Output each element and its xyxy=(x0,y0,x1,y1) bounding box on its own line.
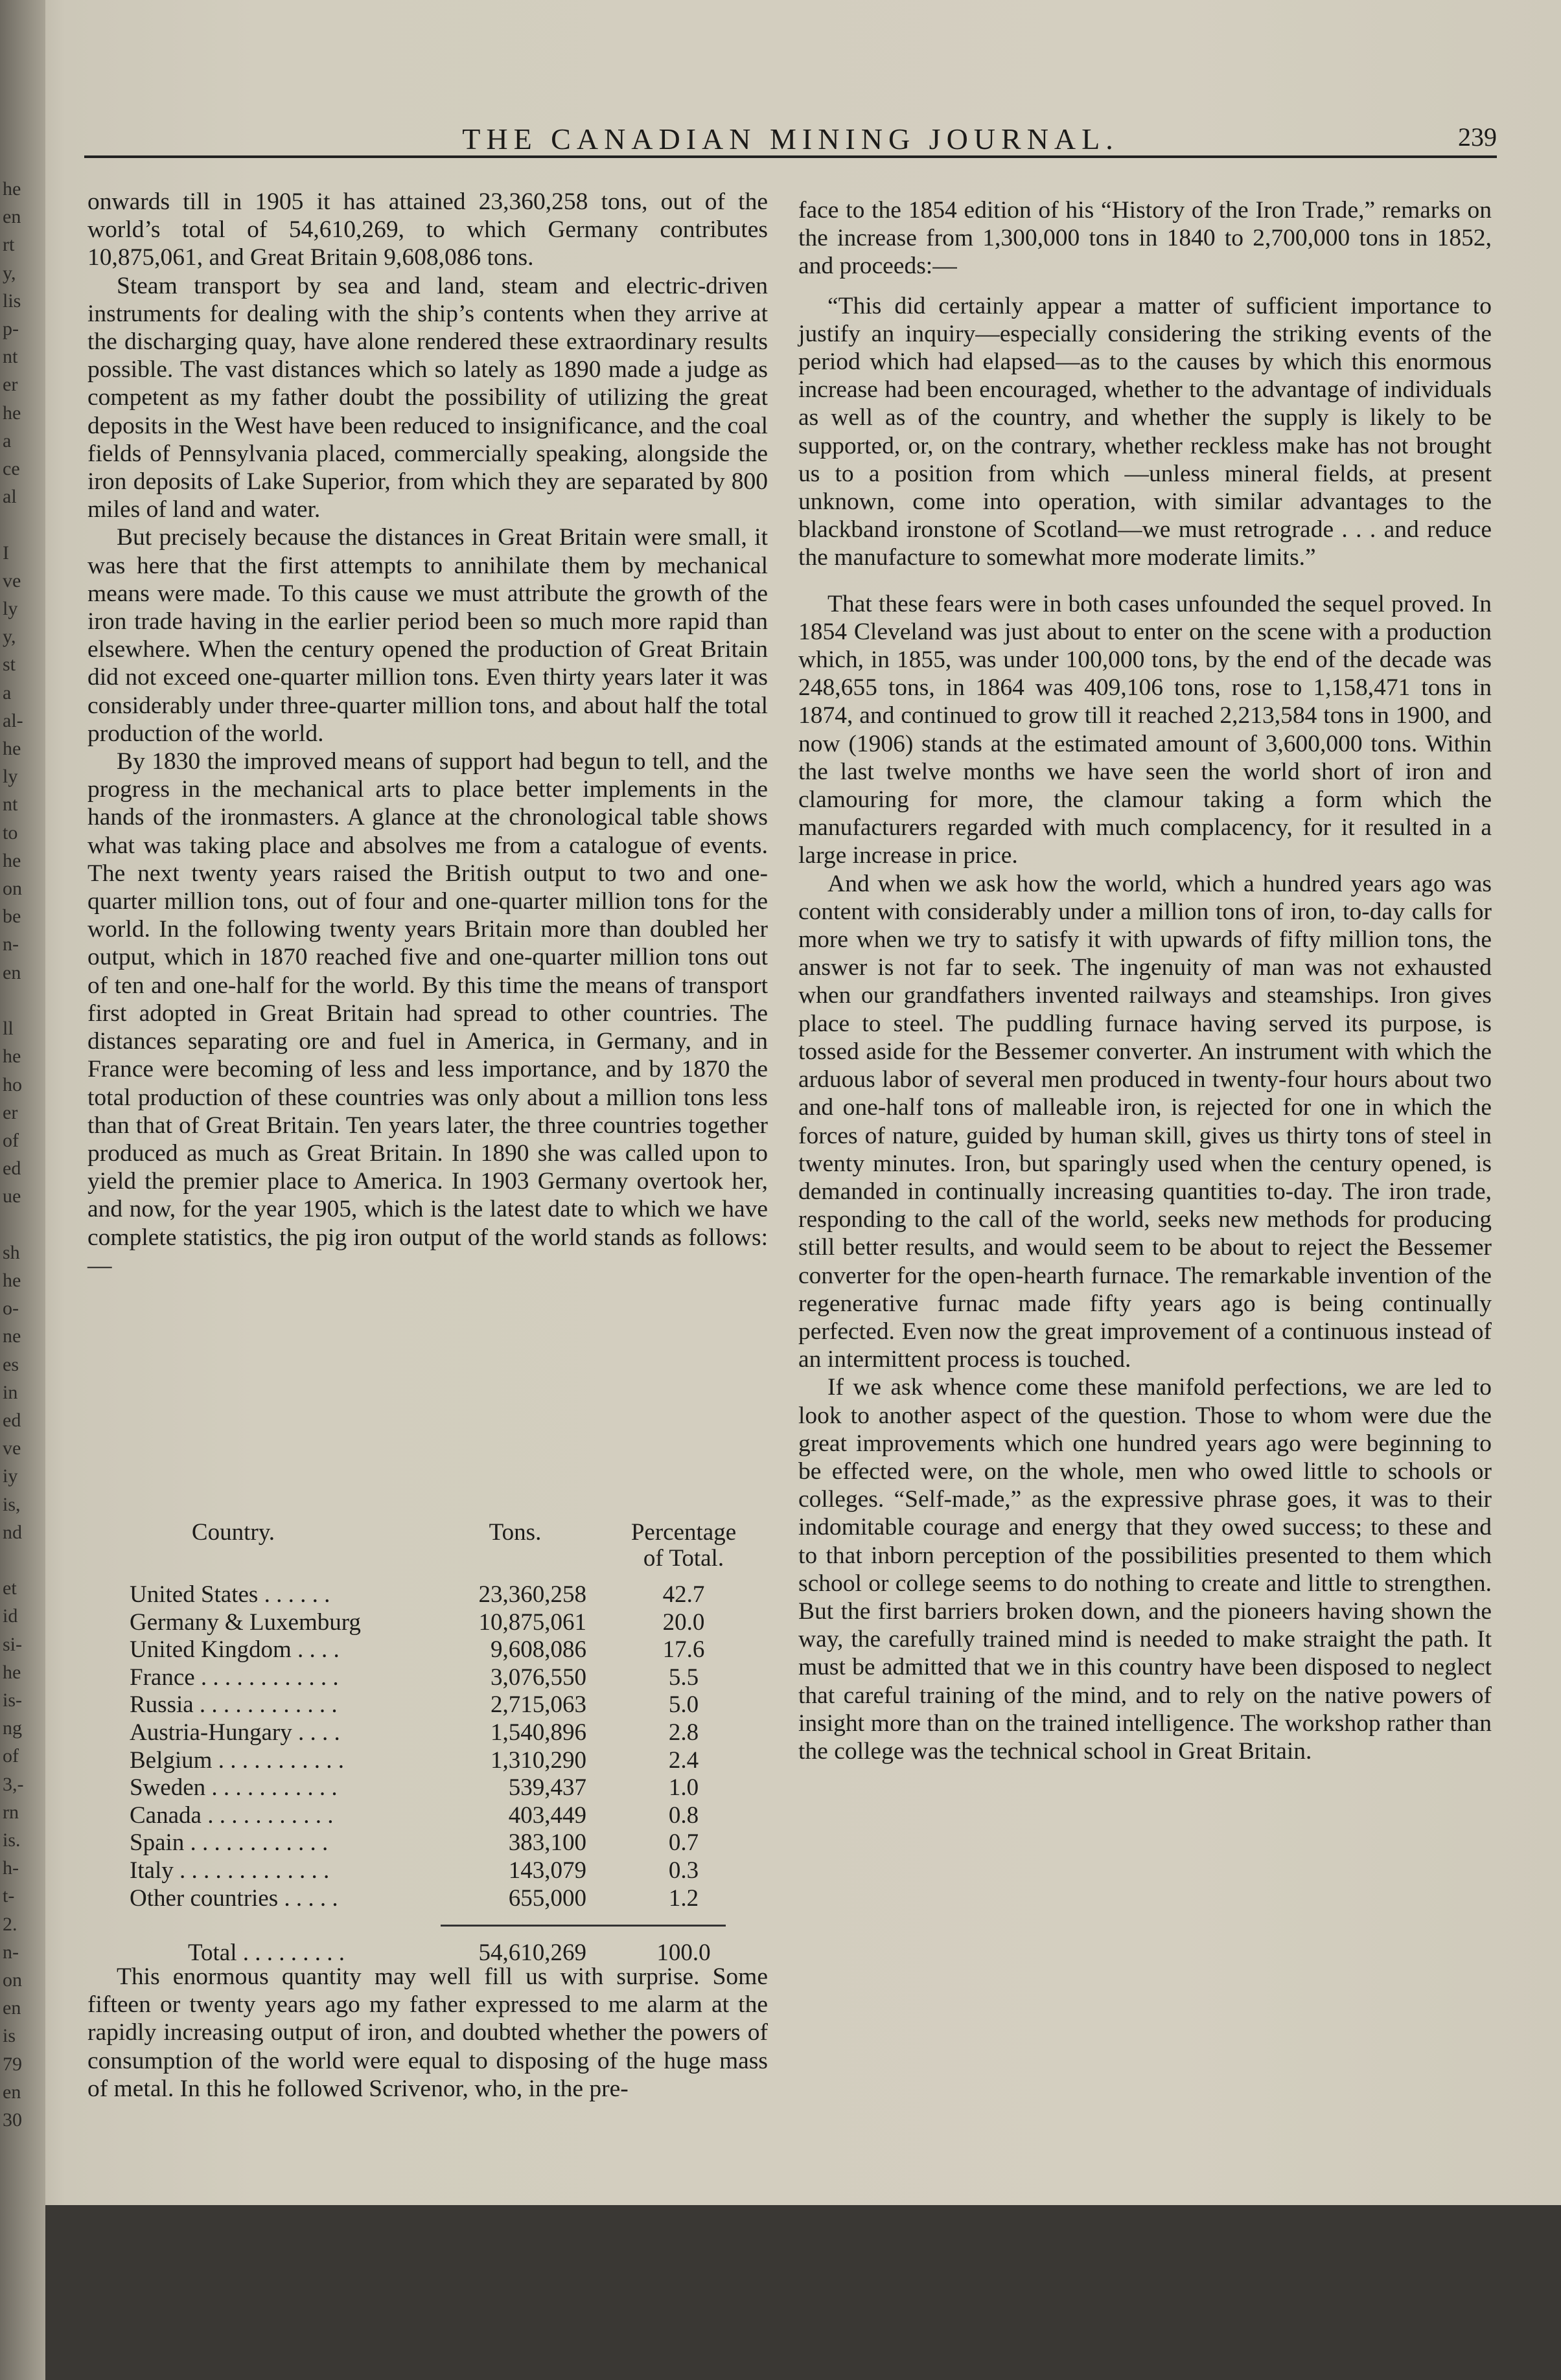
edge-fragment: ne xyxy=(3,1325,21,1347)
edge-fragment: ve xyxy=(3,1437,21,1459)
edge-fragment: et xyxy=(3,1577,17,1599)
edge-fragment: ll xyxy=(3,1018,14,1040)
edge-fragment: on xyxy=(3,878,22,900)
edge-fragment: n- xyxy=(3,1941,19,1963)
edge-fragment: he xyxy=(3,178,21,200)
table-cell-country: Sweden . . . . . . . . . . . xyxy=(130,1774,338,1802)
edge-fragment: of xyxy=(3,1129,19,1151)
paragraph: Steam transport by sea and land, steam and electric-driven instruments for dealing with the ship’s contents when they arrive at the discharging quay, have alone rendered these extraordinary results possible. The vast distances which so lately as 1890 made a judge as competent as my father doubt the possibility of utilizing the great deposits in the West have been reduced to insignificance, and the coal fields of Pennsylvania placed, commercially speaking, alongside the iron deposits of Lake Superior, from which they are separated by 800 miles of land and water. xyxy=(87,272,768,523)
edge-fragment: en xyxy=(3,206,21,228)
right-column xyxy=(798,196,1492,1765)
page-number: 239 xyxy=(1458,122,1497,152)
table-cell-tons: 1,540,896 xyxy=(491,1719,586,1746)
edge-fragment: en xyxy=(3,961,21,983)
edge-fragment: he xyxy=(3,1661,21,1683)
edge-fragment: sh xyxy=(3,1241,20,1263)
edge-fragment: I xyxy=(3,542,9,564)
table-row xyxy=(130,1746,771,1775)
journal-title: THE CANADIAN MINING JOURNAL. xyxy=(462,122,1119,155)
previous-page-edge xyxy=(0,0,45,2380)
edge-fragment xyxy=(0,1546,45,1574)
table-cell-pct: 42.7 xyxy=(662,1581,705,1608)
table-cell-tons: 539,437 xyxy=(508,1774,586,1802)
edge-fragment: st xyxy=(3,654,16,676)
edge-fragment: in xyxy=(3,1381,18,1403)
edge-fragment: he xyxy=(3,738,21,760)
table-cell-tons: 143,079 xyxy=(508,1857,586,1884)
edge-fragment: on xyxy=(3,1969,22,1991)
table-cell-tons: 383,100 xyxy=(508,1829,586,1857)
edge-fragment: he xyxy=(3,402,21,424)
table-cell-pct: 0.7 xyxy=(668,1829,699,1857)
edge-fragment: h- xyxy=(3,1857,19,1879)
table-cell-pct: 1.0 xyxy=(668,1774,699,1802)
edge-fragment: is- xyxy=(3,1689,22,1711)
edge-fragment: ed xyxy=(3,1158,21,1180)
edge-fragment: rn xyxy=(3,1801,19,1823)
edge-fragment: a xyxy=(3,681,12,704)
table-cell-tons: 403,449 xyxy=(508,1802,586,1829)
table-cell-tons: 655,000 xyxy=(508,1884,586,1912)
table-row xyxy=(130,1719,771,1747)
table-total-country: Total . . . . . . . . . xyxy=(188,1939,345,1967)
block-quote: “This did certainly appear a matter of sufficient importance to justify an inquiry—especially considering the striking events of the period which had elapsed—as to the causes by which this enormous increase had been encouraged, whether to the advantage of individuals as well as of the country, and whether the supply is likely to be supported, or, on the contrary, whether reckless make has not brought us to a position from which —unless mineral fields, at present unknown, come into operation, with similar advantages to the blackband ironstone of Scotland—we must retrograde . . . and reduce the manufacture to somewhat more moderate limits.” xyxy=(798,292,1492,571)
table-cell-country: United Kingdom . . . . xyxy=(130,1636,340,1664)
edge-fragment xyxy=(0,987,45,1014)
paragraph: face to the 1854 edition of his “History of the Iron Trade,” remarks on the increase from 1,300,000 tons in 1840 to 2,700,000 tons in 1852, and proceeds:— xyxy=(798,197,1492,280)
table-row xyxy=(130,1581,771,1609)
edge-fragment: al- xyxy=(3,709,23,731)
edge-fragment: is, xyxy=(3,1493,21,1515)
paragraph: That these fears were in both cases unfounded the sequel proved. In 1854 Cleveland was just about to enter on the scene with a production which, in 1855, was under 100,000 tons, by the end of the decade was 248,655 tons, in 1864 was 409,106 tons, rose to 1,158,471 tons in 1874, and continued to grow till it reached 2,213,584 tons in 1900, and now (1906) stands at the estimated amount of 3,600,000 tons. Within the last twelve months we have seen the world short of iron and clamouring for more, the clamour taking a form which the manufacturers regarded with much complacency, for it resulted in a large increase in price. xyxy=(798,590,1492,869)
edge-fragment: o- xyxy=(3,1298,19,1320)
paragraph: This enormous quantity may well fill us with surprise. Some fifteen or twenty years ago my father expressed to me alarm at the rapidly increasing output of iron, and doubted whether the powers of consumption of the world were equal to disposing of the huge mass of metal. In this he followed Scrivenor, who, in the pre- xyxy=(87,1963,768,2102)
edge-fragment: a xyxy=(3,429,12,452)
table-cell-country: Russia . . . . . . . . . . . . xyxy=(130,1691,338,1719)
paragraph: And when we ask how the world, which a hundred years ago was content with considerably under a million tons of iron, to-day calls for more when we try to satisfy it with upwards of fifty million tons, the answer is not far to seek. The ingenuity of man was not exhausted when our grandfathers invented railways and steamships. Iron gives place to steel. The puddling furnace having served its purpose, is tossed aside for the Bessemer converter. An instrument with which the arduous labor of several men produced in twenty-four hours about two and one-half tons of malleable iron, is rejected for one in which the forces of nature, guided by human skill, gives us thirty tons of steel in twenty minutes. Iron, but sparingly used when the century opened, is demanded in continually increasing quantities to-day. The iron trade, responding to the call of the world, seeks new methods for producing still better results, and would seem to be about to reject the Bessemer converter for the open-hearth furnace. The remarkable invention of the regenerative furnac made fifty years ago is being continually perfected. Even now the great improvement of a continuous instead of an intermittent process is touched. xyxy=(798,870,1492,1373)
edge-fragment: ly xyxy=(3,598,18,620)
edge-fragment: 3,- xyxy=(3,1773,24,1795)
edge-fragment: nd xyxy=(3,1521,22,1543)
edge-fragment: 2. xyxy=(3,1913,17,1935)
table-cell-pct: 2.8 xyxy=(668,1719,699,1746)
table-row xyxy=(130,1774,771,1802)
table-cell-country: France . . . . . . . . . . . . xyxy=(130,1664,339,1691)
edge-fragment: ed xyxy=(3,1409,21,1431)
table-cell-country: Italy . . . . . . . . . . . . . xyxy=(130,1857,330,1884)
table-row xyxy=(130,1691,771,1719)
table-row xyxy=(130,1802,771,1830)
edge-fragment: y, xyxy=(3,626,16,648)
edge-fragment: ho xyxy=(3,1073,22,1095)
edge-fragment: en xyxy=(3,2081,21,2103)
table-total-pct: 100.0 xyxy=(656,1939,711,1967)
table-cell-tons: 10,875,061 xyxy=(478,1608,586,1636)
table-header-percentage: Percentage xyxy=(630,1519,737,1546)
edge-fragment: si- xyxy=(3,1633,22,1655)
edge-fragment xyxy=(0,510,45,538)
table-cell-country: Canada . . . . . . . . . . . xyxy=(130,1802,334,1829)
table-total-tons: 54,610,269 xyxy=(478,1939,586,1967)
table-row xyxy=(130,1636,771,1664)
edge-fragment: n- xyxy=(3,933,19,955)
table-cell-pct: 5.0 xyxy=(668,1691,699,1719)
edge-fragment: er xyxy=(3,374,18,396)
edge-fragment: p- xyxy=(3,318,19,340)
table-header-of-total: of Total. xyxy=(643,1545,724,1572)
table-row xyxy=(130,1664,771,1692)
table-cell-pct: 0.8 xyxy=(668,1802,699,1829)
paragraph: But precisely because the distances in Great Britain were small, it was here that the first attempts to annihilate them by mechanical means were made. To this cause we must attribute the growth of the iron trade having in the earlier period been so much more rapid than elsewhere. When the century opened the production of Great Britain did not exceed one-quarter million tons. Even thirty years later it was considerably under three-quarter million tons, and about half the total production of the world. xyxy=(87,524,768,747)
edge-fragment: al xyxy=(3,486,17,508)
edge-fragment: ng xyxy=(3,1717,22,1739)
edge-fragment: ue xyxy=(3,1185,21,1207)
edge-fragment: iy xyxy=(3,1465,18,1487)
table-cell-country: United States . . . . . . xyxy=(130,1581,330,1608)
table-cell-country: Spain . . . . . . . . . . . . xyxy=(130,1829,329,1857)
edge-fragment: es xyxy=(3,1353,19,1375)
edge-fragment: of xyxy=(3,1745,19,1767)
left-column-continuation xyxy=(87,1963,768,2103)
table-cell-country: Belgium . . . . . . . . . . . xyxy=(130,1746,344,1774)
table-cell-country: Other countries . . . . . xyxy=(130,1884,338,1912)
total-rule xyxy=(441,1925,726,1927)
edge-fragment xyxy=(0,1211,45,1239)
edge-fragment: nt xyxy=(3,346,18,368)
paragraph: By 1830 the improved means of support had begun to tell, and the progress in the mechanical arts to place better implements in the hands of the ironmasters. A glance at the chronological table shows what was taking place and absolves me from a catalogue of events. The next twenty years raised the British output to two and one-quarter million tons, out of four and one-quarter million tons for the world. In the following twenty years Britain more than doubled her output, which in 1870 reached five and one-quarter million tons out of ten and one-half for the world. By this time the means of transport first adopted in Great Britain had spread to other countries. The distances separating ore and fuel in America, in Germany, and in France were becoming of less and less importance, and by 1870 the total production of these countries was only about a million tons less than that of Great Britain. Ten years later, the three countries together produced as much as Great Britain. In 1890 she was called upon to yield the premier place to America. In 1903 Germany overtook her, and now, for the year 1905, which is the latest date to which we have complete statistics, the pig iron output of the world stands as follows:— xyxy=(87,748,768,1279)
table-header-tons: Tons. xyxy=(489,1519,542,1546)
table-cell-tons: 2,715,063 xyxy=(491,1691,586,1719)
left-column xyxy=(87,188,768,1279)
table-cell-country: Germany & Luxemburg xyxy=(130,1608,361,1636)
table-row xyxy=(130,1884,771,1913)
edge-fragment: he xyxy=(3,849,21,871)
edge-fragment: 30 xyxy=(3,2109,22,2131)
edge-fragment: is xyxy=(3,2025,16,2047)
edge-fragment: ly xyxy=(3,766,18,788)
edge-fragment: 79 xyxy=(3,2053,22,2075)
edge-fragment: id xyxy=(3,1605,18,1627)
edge-fragment: to xyxy=(3,821,18,843)
edge-fragment: he xyxy=(3,1269,21,1291)
table-row xyxy=(130,1857,771,1885)
table-cell-country: Austria-Hungary . . . . xyxy=(130,1719,340,1746)
running-header xyxy=(84,117,1497,158)
edge-fragment: t- xyxy=(3,1885,15,1907)
table-header-country: Country. xyxy=(191,1519,275,1546)
table-row xyxy=(130,1608,771,1637)
table-cell-tons: 3,076,550 xyxy=(491,1664,586,1691)
edge-fragment: be xyxy=(3,906,21,928)
table-row xyxy=(130,1829,771,1857)
edge-fragment: ce xyxy=(3,458,20,480)
edge-fragment: is. xyxy=(3,1829,21,1851)
table-cell-tons: 9,608,086 xyxy=(491,1636,586,1664)
edge-fragment: he xyxy=(3,1046,21,1068)
edge-fragment: en xyxy=(3,1997,21,2019)
edge-fragment: lis xyxy=(3,290,21,312)
edge-fragment: rt xyxy=(3,234,15,256)
paragraph: If we ask whence come these manifold perfections, we are led to look to another aspect of the question. Those to whom were due the great improvements which one hundred years ago were beginning to be effected were, on the whole, men who owed little to schools or colleges. “Self-made,” as the expressive phrase goes, it was to their indomitable courage and energy that they owed success; to these and to that inborn perception of the possibilities presented to them which school or college seems to do nothing to create and little to strengthen. But the first barriers broken down, and the pioneers having shown the way, the carefully trained mind is needed to make straight the path. It must be admitted that we in this country have been disposed to neglect that careful training of the mind, and to rely on the native powers of insight more than on the trained intelligence. The workshop rather than the college was the technical school in Great Britain. xyxy=(798,1374,1492,1765)
edge-fragment: er xyxy=(3,1101,18,1123)
table-cell-pct: 1.2 xyxy=(668,1884,699,1912)
table-cell-pct: 17.6 xyxy=(662,1636,705,1664)
table-cell-pct: 5.5 xyxy=(668,1664,699,1691)
edge-fragment: y, xyxy=(3,262,16,284)
paragraph: onwards till in 1905 it has attained 23,360,258 tons, out of the world’s total of 54,610,269, to which Germany contributes 10,875,061, and Great Britain 9,608,086 tons. xyxy=(87,189,768,271)
table-cell-pct: 2.4 xyxy=(668,1746,699,1774)
table-cell-pct: 0.3 xyxy=(668,1857,699,1884)
table-cell-tons: 1,310,290 xyxy=(491,1746,586,1774)
edge-fragment: nt xyxy=(3,794,18,816)
table-cell-tons: 23,360,258 xyxy=(478,1581,586,1608)
table-cell-pct: 20.0 xyxy=(662,1608,705,1636)
edge-fragment: ve xyxy=(3,569,21,591)
